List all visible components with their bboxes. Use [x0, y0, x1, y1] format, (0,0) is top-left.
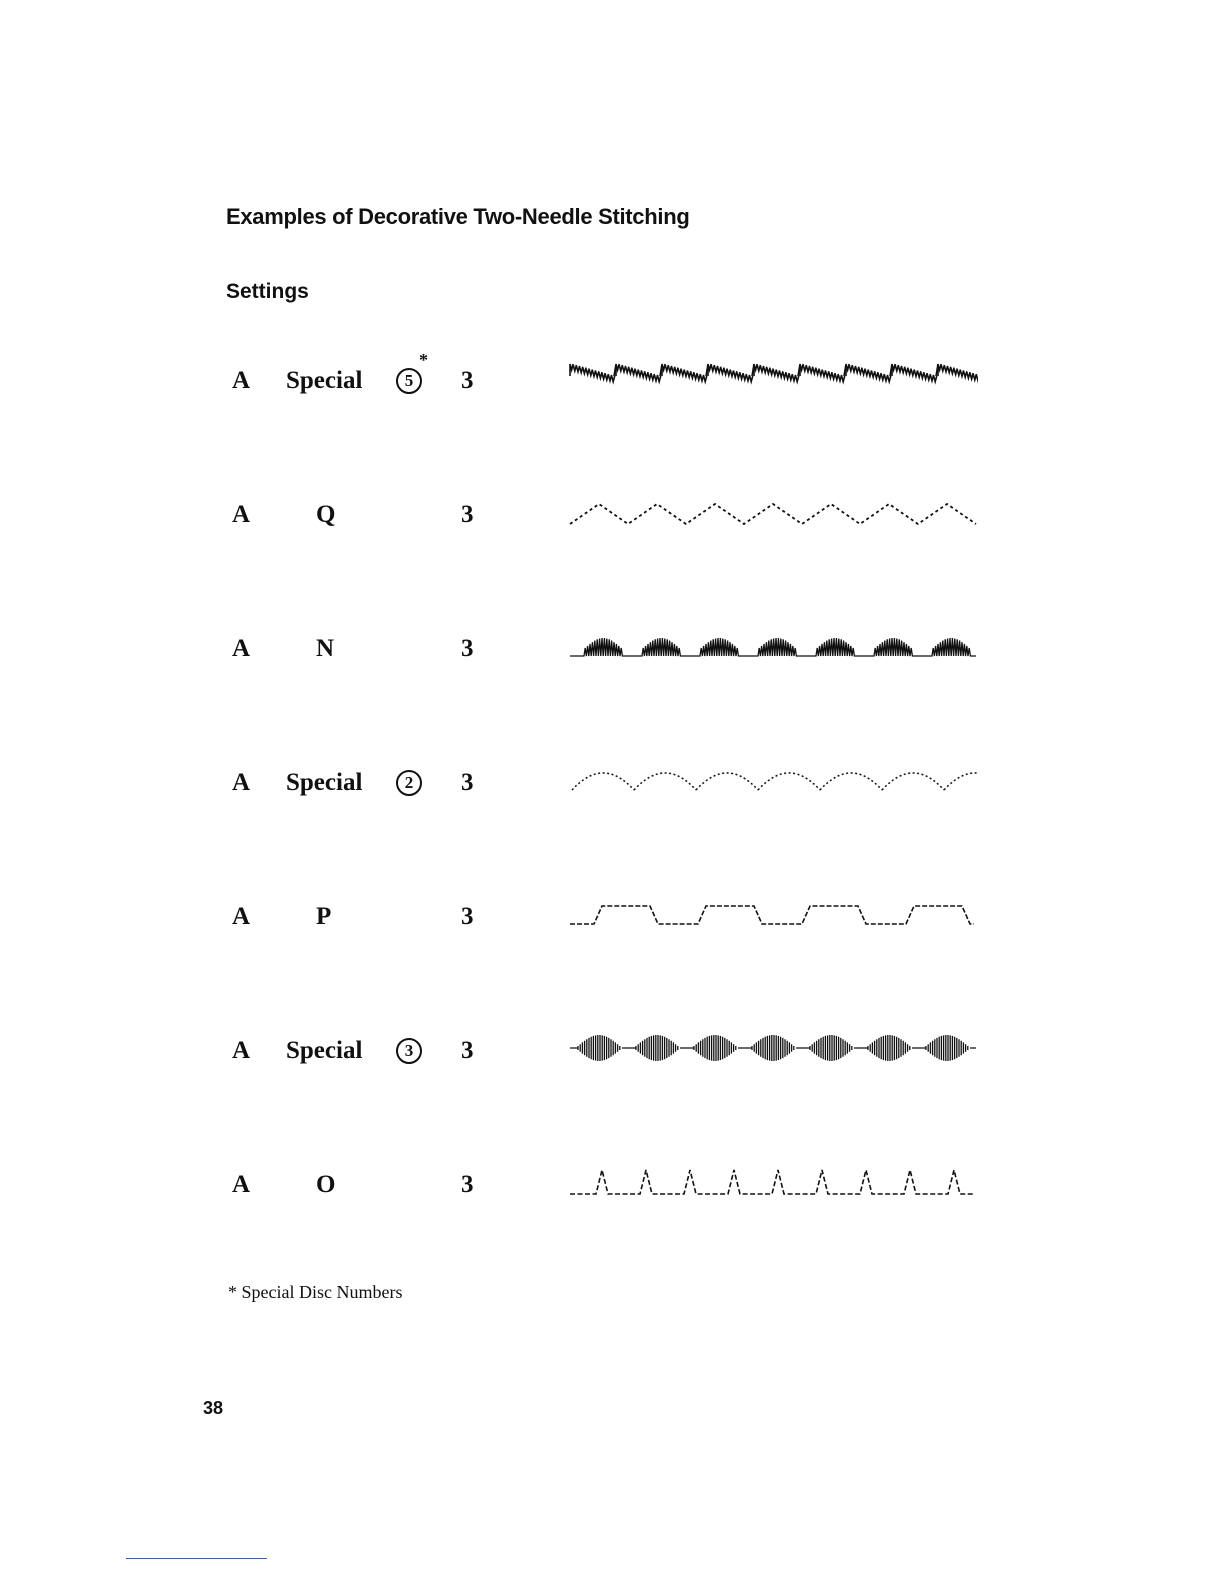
setting-stitch: Special — [286, 367, 363, 394]
page-title: Examples of Decorative Two-Needle Stitching — [226, 204, 690, 229]
setting-stitch: Special — [286, 1037, 363, 1064]
setting-stitch: O — [316, 1171, 336, 1198]
setting-stitch: N — [316, 635, 335, 662]
footnote — [228, 1282, 402, 1303]
setting-letter: A — [232, 1171, 251, 1198]
setting-width: 3 — [461, 1171, 474, 1198]
setting-letter: A — [232, 1037, 251, 1064]
footnote-text: Special Disc Numbers — [241, 1282, 403, 1302]
footnote-marker: * — [228, 1282, 237, 1302]
stitch-pattern-dashed-trapezoids — [566, 894, 978, 934]
setting-letter: A — [232, 769, 251, 796]
settings-row — [0, 500, 1224, 560]
stitch-pattern-dotted-zigzag — [566, 492, 978, 532]
settings-row — [0, 768, 1224, 828]
disc-footnote-marker: * — [419, 350, 428, 370]
setting-stitch: P — [316, 903, 332, 930]
setting-letter: A — [232, 367, 251, 394]
disc-number-badge: 2 — [396, 770, 422, 796]
settings-row — [0, 350, 1224, 426]
setting-width: 3 — [461, 367, 474, 394]
setting-width: 3 — [461, 635, 474, 662]
setting-letter: A — [232, 635, 251, 662]
setting-stitch: Special — [286, 769, 363, 796]
settings-row — [0, 634, 1224, 694]
setting-width: 3 — [461, 1037, 474, 1064]
setting-stitch: Q — [316, 501, 336, 528]
stitch-pattern-satin-bumps — [566, 626, 978, 666]
bottom-rule — [126, 1558, 267, 1559]
settings-row — [0, 1170, 1224, 1230]
stitch-pattern-dotted-scallops — [566, 760, 978, 800]
setting-width: 3 — [461, 903, 474, 930]
setting-width: 3 — [461, 501, 474, 528]
stitch-pattern-slanted-zigzag — [566, 358, 978, 398]
disc-number-badge: 3 — [396, 1038, 422, 1064]
setting-letter: A — [232, 501, 251, 528]
disc-number-badge: 5 — [396, 368, 422, 394]
settings-row — [0, 1036, 1224, 1096]
settings-heading: Settings — [226, 280, 309, 303]
stitch-pattern-dashed-peaks — [566, 1162, 978, 1202]
setting-letter: A — [232, 903, 251, 930]
setting-width: 3 — [461, 769, 474, 796]
page-number: 38 — [203, 1398, 224, 1418]
stitch-pattern-satin-diamonds — [566, 1028, 978, 1068]
settings-row — [0, 902, 1224, 962]
